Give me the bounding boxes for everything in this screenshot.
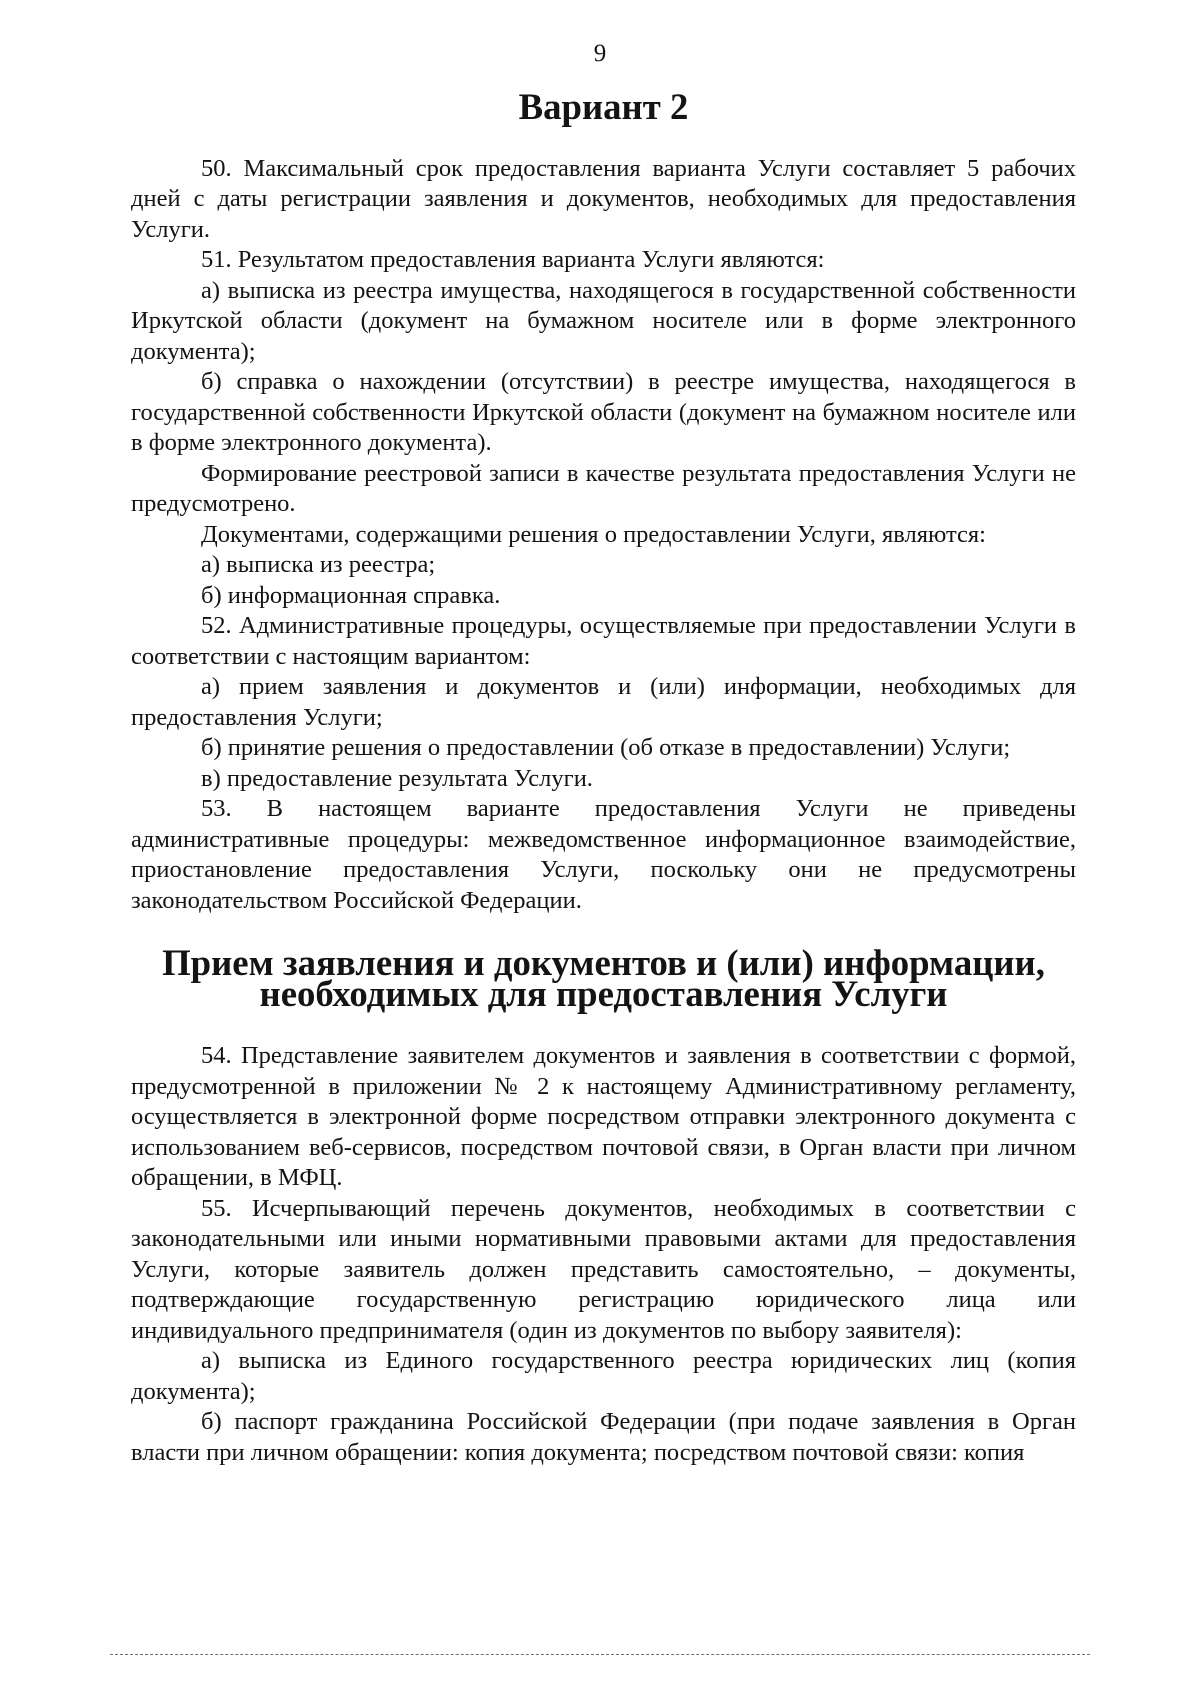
document-body <box>131 86 1076 1468</box>
paragraph: б) справка о нахождении (отсутствии) в реестре имущества, находящегося в государственной собственности Иркутской области (документ на бумажном носителе или в форме электронного документа). <box>131 368 1076 456</box>
paragraph: 55. Исчерпывающий перечень документов, необходимых в соответствии с законодательными или иными нормативными правовыми актами для предоставления Услуги, которые заявитель должен представить самостоятельно, – документы, подтверждающие государственную регистрацию юридического лица или индивидуального предпринимателя (один из документов по выбору заявителя): <box>131 1194 1076 1344</box>
paragraph: б) информационная справка. <box>201 581 501 609</box>
paragraph: 54. Представление заявителем документов и заявления в соответствии с формой, предусмотренной в приложении № 2 к настоящему Административному регламенту, осуществляется в электронной форме посредством отправки электронного документа с использованием веб-сервисов, посредством почтовой связи, в Орган власти при личном обращении, в МФЦ. <box>131 1042 1076 1191</box>
paragraph: 52. Административные процедуры, осуществляемые при предоставлении Услуги в соответствии с настоящим вариантом: <box>131 612 1076 670</box>
paragraph: Документами, содержащими решения о предоставлении Услуги, являются: <box>201 520 986 548</box>
paragraph: б) принятие решения о предоставлении (об отказе в предоставлении) Услуги; <box>201 734 1011 761</box>
paragraph: а) выписка из реестра; <box>201 551 436 578</box>
paragraph: а) прием заявления и документов и (или) информации, необходимых для предоставления Услуги; <box>131 673 1076 731</box>
paragraph: в) предоставление результата Услуги. <box>201 764 593 792</box>
paragraph-group-section <box>131 1041 1076 1468</box>
paragraph: а) выписка из Единого государственного реестра юридических лиц (копия документа); <box>131 1347 1076 1405</box>
paragraph: 51. Результатом предоставления варианта Услуги являются: <box>201 246 825 273</box>
paragraph-group-variant <box>131 154 1076 917</box>
page-number: 9 <box>593 40 607 67</box>
paragraph: Формирование реестровой записи в качестве результата предоставления Услуги не предусмотрено. <box>131 459 1076 517</box>
variant-heading: Вариант 2 <box>518 86 689 127</box>
paragraph: б) паспорт гражданина Российской Федерации (при подаче заявления в Орган власти при личном обращении: копия документа; посредством почтовой связи: копия <box>131 1408 1076 1466</box>
paragraph: 50. Максимальный срок предоставления варианта Услуги составляет 5 рабочих дней с даты регистрации заявления и документов, необходимых для предоставления Услуги. <box>131 154 1076 243</box>
section-heading: Прием заявления и документов и (или) информации, необходимых для предоставления Услуги <box>162 942 1045 1014</box>
paragraph: 53. В настоящем варианте предоставления Услуги не приведены административные процедуры: межведомственное информационное взаимодействие, приостановление предоставления Услуги, поскольку они не предусмотрены законодательством Российской Федерации. <box>131 795 1076 914</box>
footer-rule <box>110 1654 1090 1655</box>
paragraph: а) выписка из реестра имущества, находящегося в государственной собственности Иркутской области (документ на бумажном носителе или в форме электронного документа); <box>131 276 1076 365</box>
